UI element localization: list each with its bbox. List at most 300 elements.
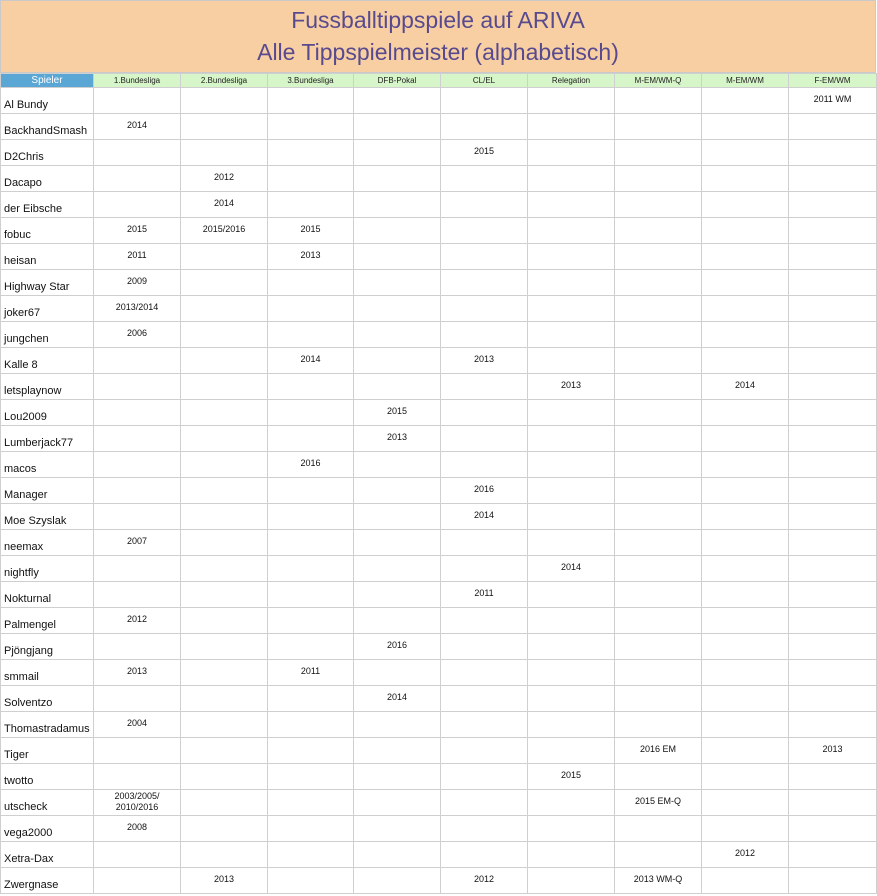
year-cell[interactable] xyxy=(528,270,615,296)
column-header[interactable]: 1.Bundesliga xyxy=(94,74,181,88)
year-cell[interactable] xyxy=(354,608,441,634)
player-name-cell[interactable]: vega2000 xyxy=(1,816,94,842)
year-cell[interactable] xyxy=(789,608,877,634)
year-cell[interactable] xyxy=(181,478,268,504)
year-cell[interactable]: 2014 xyxy=(354,686,441,712)
year-cell[interactable]: 2015 EM-Q xyxy=(615,790,702,816)
year-cell[interactable] xyxy=(268,686,354,712)
player-name-cell[interactable]: letsplaynow xyxy=(1,374,94,400)
year-cell[interactable] xyxy=(789,140,877,166)
player-name-cell[interactable]: neemax xyxy=(1,530,94,556)
year-cell[interactable] xyxy=(702,426,789,452)
year-cell[interactable] xyxy=(528,452,615,478)
year-cell[interactable] xyxy=(441,296,528,322)
year-cell[interactable] xyxy=(181,790,268,816)
year-cell[interactable] xyxy=(528,192,615,218)
year-cell[interactable] xyxy=(441,686,528,712)
year-cell[interactable] xyxy=(94,634,181,660)
player-name-cell[interactable]: Lumberjack77 xyxy=(1,426,94,452)
year-cell[interactable] xyxy=(789,686,877,712)
year-cell[interactable] xyxy=(702,686,789,712)
year-cell[interactable]: 2013 WM-Q xyxy=(615,868,702,894)
year-cell[interactable] xyxy=(702,218,789,244)
year-cell[interactable] xyxy=(268,88,354,114)
year-cell[interactable]: 2011 xyxy=(268,660,354,686)
year-cell[interactable] xyxy=(702,452,789,478)
year-cell[interactable]: 2013 xyxy=(181,868,268,894)
player-name-cell[interactable]: heisan xyxy=(1,244,94,270)
year-cell[interactable] xyxy=(354,348,441,374)
player-name-cell[interactable]: Al Bundy xyxy=(1,88,94,114)
column-header[interactable]: 3.Bundesliga xyxy=(268,74,354,88)
year-cell[interactable]: 2013 xyxy=(789,738,877,764)
year-cell[interactable] xyxy=(528,348,615,374)
year-cell[interactable] xyxy=(441,426,528,452)
year-cell[interactable] xyxy=(441,322,528,348)
year-cell[interactable] xyxy=(354,478,441,504)
year-cell[interactable]: 2016 EM xyxy=(615,738,702,764)
year-cell[interactable] xyxy=(615,634,702,660)
year-cell[interactable] xyxy=(441,270,528,296)
year-cell[interactable] xyxy=(181,634,268,660)
year-cell[interactable] xyxy=(94,764,181,790)
year-cell[interactable] xyxy=(528,842,615,868)
year-cell[interactable] xyxy=(354,660,441,686)
year-cell[interactable] xyxy=(615,764,702,790)
year-cell[interactable]: 2014 xyxy=(528,556,615,582)
year-cell[interactable] xyxy=(441,400,528,426)
year-cell[interactable]: 2015 xyxy=(528,764,615,790)
year-cell[interactable] xyxy=(181,738,268,764)
year-cell[interactable] xyxy=(615,426,702,452)
year-cell[interactable] xyxy=(528,88,615,114)
year-cell[interactable] xyxy=(789,348,877,374)
year-cell[interactable] xyxy=(268,764,354,790)
player-name-cell[interactable]: smmail xyxy=(1,660,94,686)
year-cell[interactable] xyxy=(615,218,702,244)
year-cell[interactable] xyxy=(181,660,268,686)
year-cell[interactable] xyxy=(181,816,268,842)
player-name-cell[interactable]: twotto xyxy=(1,764,94,790)
player-name-cell[interactable]: Solventzo xyxy=(1,686,94,712)
year-cell[interactable] xyxy=(181,296,268,322)
year-cell[interactable] xyxy=(702,504,789,530)
year-cell[interactable] xyxy=(789,192,877,218)
year-cell[interactable] xyxy=(94,400,181,426)
year-cell[interactable]: 2003/2005/ 2010/2016 xyxy=(94,790,181,816)
year-cell[interactable] xyxy=(441,452,528,478)
player-name-cell[interactable]: BackhandSmash xyxy=(1,114,94,140)
year-cell[interactable] xyxy=(268,530,354,556)
year-cell[interactable]: 2013/2014 xyxy=(94,296,181,322)
year-cell[interactable] xyxy=(94,582,181,608)
year-cell[interactable]: 2015/2016 xyxy=(181,218,268,244)
year-cell[interactable] xyxy=(354,790,441,816)
year-cell[interactable] xyxy=(702,790,789,816)
year-cell[interactable] xyxy=(789,114,877,140)
year-cell[interactable] xyxy=(789,816,877,842)
year-cell[interactable] xyxy=(615,374,702,400)
year-cell[interactable] xyxy=(615,140,702,166)
year-cell[interactable]: 2015 xyxy=(268,218,354,244)
year-cell[interactable] xyxy=(702,140,789,166)
column-header[interactable]: CL/EL xyxy=(441,74,528,88)
year-cell[interactable] xyxy=(702,88,789,114)
year-cell[interactable] xyxy=(528,166,615,192)
player-name-cell[interactable]: Palmengel xyxy=(1,608,94,634)
year-cell[interactable] xyxy=(789,218,877,244)
year-cell[interactable] xyxy=(528,296,615,322)
year-cell[interactable] xyxy=(354,712,441,738)
year-cell[interactable] xyxy=(268,140,354,166)
year-cell[interactable] xyxy=(181,348,268,374)
year-cell[interactable] xyxy=(94,374,181,400)
year-cell[interactable] xyxy=(181,322,268,348)
player-name-cell[interactable]: Nokturnal xyxy=(1,582,94,608)
year-cell[interactable] xyxy=(268,712,354,738)
year-cell[interactable] xyxy=(789,868,877,894)
year-cell[interactable] xyxy=(528,140,615,166)
year-cell[interactable] xyxy=(268,634,354,660)
year-cell[interactable] xyxy=(181,270,268,296)
year-cell[interactable] xyxy=(354,374,441,400)
column-header[interactable]: M-EM/WM-Q xyxy=(615,74,702,88)
year-cell[interactable] xyxy=(441,790,528,816)
year-cell[interactable]: 2014 xyxy=(702,374,789,400)
year-cell[interactable] xyxy=(268,296,354,322)
year-cell[interactable]: 2015 xyxy=(354,400,441,426)
year-cell[interactable] xyxy=(354,244,441,270)
player-name-cell[interactable]: macos xyxy=(1,452,94,478)
year-cell[interactable] xyxy=(181,88,268,114)
year-cell[interactable]: 2013 xyxy=(441,348,528,374)
year-cell[interactable] xyxy=(268,556,354,582)
year-cell[interactable] xyxy=(268,192,354,218)
year-cell[interactable] xyxy=(528,244,615,270)
year-cell[interactable]: 2004 xyxy=(94,712,181,738)
year-cell[interactable]: 2012 xyxy=(441,868,528,894)
year-cell[interactable] xyxy=(702,348,789,374)
year-cell[interactable] xyxy=(789,842,877,868)
year-cell[interactable] xyxy=(789,530,877,556)
player-name-cell[interactable]: D2Chris xyxy=(1,140,94,166)
year-cell[interactable] xyxy=(354,842,441,868)
year-cell[interactable] xyxy=(268,790,354,816)
year-cell[interactable] xyxy=(268,400,354,426)
player-name-cell[interactable]: Tiger xyxy=(1,738,94,764)
year-cell[interactable]: 2014 xyxy=(181,192,268,218)
year-cell[interactable] xyxy=(702,244,789,270)
year-cell[interactable] xyxy=(94,504,181,530)
year-cell[interactable] xyxy=(528,634,615,660)
year-cell[interactable] xyxy=(702,400,789,426)
year-cell[interactable] xyxy=(789,582,877,608)
year-cell[interactable] xyxy=(441,114,528,140)
year-cell[interactable] xyxy=(789,634,877,660)
year-cell[interactable] xyxy=(789,244,877,270)
year-cell[interactable] xyxy=(528,790,615,816)
year-cell[interactable] xyxy=(441,88,528,114)
year-cell[interactable] xyxy=(528,478,615,504)
year-cell[interactable] xyxy=(789,764,877,790)
year-cell[interactable] xyxy=(702,634,789,660)
year-cell[interactable] xyxy=(354,166,441,192)
year-cell[interactable] xyxy=(702,660,789,686)
year-cell[interactable] xyxy=(441,530,528,556)
year-cell[interactable] xyxy=(615,88,702,114)
column-header-spieler[interactable]: Spieler xyxy=(1,74,94,88)
year-cell[interactable] xyxy=(181,374,268,400)
year-cell[interactable] xyxy=(268,868,354,894)
year-cell[interactable] xyxy=(789,452,877,478)
year-cell[interactable] xyxy=(528,660,615,686)
year-cell[interactable] xyxy=(268,374,354,400)
year-cell[interactable] xyxy=(268,816,354,842)
year-cell[interactable] xyxy=(615,244,702,270)
year-cell[interactable] xyxy=(268,504,354,530)
year-cell[interactable] xyxy=(615,686,702,712)
year-cell[interactable] xyxy=(354,296,441,322)
year-cell[interactable] xyxy=(615,348,702,374)
year-cell[interactable] xyxy=(181,686,268,712)
player-name-cell[interactable]: fobuc xyxy=(1,218,94,244)
year-cell[interactable] xyxy=(268,842,354,868)
year-cell[interactable]: 2012 xyxy=(94,608,181,634)
year-cell[interactable] xyxy=(789,400,877,426)
year-cell[interactable] xyxy=(702,608,789,634)
year-cell[interactable]: 2013 xyxy=(268,244,354,270)
year-cell[interactable] xyxy=(354,140,441,166)
year-cell[interactable] xyxy=(615,270,702,296)
year-cell[interactable] xyxy=(441,244,528,270)
year-cell[interactable] xyxy=(441,738,528,764)
year-cell[interactable] xyxy=(441,374,528,400)
year-cell[interactable]: 2011 xyxy=(94,244,181,270)
year-cell[interactable] xyxy=(702,478,789,504)
year-cell[interactable] xyxy=(441,816,528,842)
column-header[interactable]: M-EM/WM xyxy=(702,74,789,88)
year-cell[interactable] xyxy=(528,504,615,530)
player-name-cell[interactable]: jungchen xyxy=(1,322,94,348)
year-cell[interactable] xyxy=(528,816,615,842)
year-cell[interactable] xyxy=(441,556,528,582)
year-cell[interactable] xyxy=(441,218,528,244)
year-cell[interactable] xyxy=(94,88,181,114)
year-cell[interactable] xyxy=(354,192,441,218)
year-cell[interactable] xyxy=(615,322,702,348)
year-cell[interactable] xyxy=(528,868,615,894)
year-cell[interactable] xyxy=(441,634,528,660)
year-cell[interactable] xyxy=(615,166,702,192)
year-cell[interactable] xyxy=(181,530,268,556)
year-cell[interactable] xyxy=(268,166,354,192)
year-cell[interactable] xyxy=(268,582,354,608)
year-cell[interactable] xyxy=(528,608,615,634)
player-name-cell[interactable]: joker67 xyxy=(1,296,94,322)
year-cell[interactable] xyxy=(528,582,615,608)
year-cell[interactable] xyxy=(441,192,528,218)
year-cell[interactable] xyxy=(702,816,789,842)
year-cell[interactable] xyxy=(528,738,615,764)
player-name-cell[interactable]: Pjöngjang xyxy=(1,634,94,660)
year-cell[interactable] xyxy=(702,582,789,608)
year-cell[interactable] xyxy=(615,582,702,608)
year-cell[interactable] xyxy=(615,608,702,634)
year-cell[interactable]: 2016 xyxy=(268,452,354,478)
year-cell[interactable] xyxy=(181,582,268,608)
year-cell[interactable] xyxy=(615,816,702,842)
year-cell[interactable] xyxy=(702,114,789,140)
year-cell[interactable] xyxy=(268,608,354,634)
player-name-cell[interactable]: Kalle 8 xyxy=(1,348,94,374)
year-cell[interactable] xyxy=(354,504,441,530)
year-cell[interactable] xyxy=(268,738,354,764)
year-cell[interactable] xyxy=(528,400,615,426)
year-cell[interactable] xyxy=(94,140,181,166)
year-cell[interactable] xyxy=(789,166,877,192)
year-cell[interactable] xyxy=(354,556,441,582)
year-cell[interactable] xyxy=(181,426,268,452)
player-name-cell[interactable]: Lou2009 xyxy=(1,400,94,426)
year-cell[interactable] xyxy=(94,166,181,192)
year-cell[interactable] xyxy=(181,556,268,582)
player-name-cell[interactable]: Zwergnase xyxy=(1,868,94,894)
year-cell[interactable] xyxy=(181,842,268,868)
year-cell[interactable]: 2012 xyxy=(702,842,789,868)
year-cell[interactable] xyxy=(94,868,181,894)
year-cell[interactable] xyxy=(181,244,268,270)
year-cell[interactable] xyxy=(441,842,528,868)
year-cell[interactable] xyxy=(789,790,877,816)
year-cell[interactable] xyxy=(528,426,615,452)
year-cell[interactable] xyxy=(94,686,181,712)
year-cell[interactable] xyxy=(615,478,702,504)
year-cell[interactable] xyxy=(789,556,877,582)
year-cell[interactable] xyxy=(268,478,354,504)
year-cell[interactable] xyxy=(181,608,268,634)
year-cell[interactable] xyxy=(354,764,441,790)
year-cell[interactable] xyxy=(528,686,615,712)
year-cell[interactable]: 2016 xyxy=(354,634,441,660)
year-cell[interactable] xyxy=(528,114,615,140)
year-cell[interactable] xyxy=(615,192,702,218)
column-header[interactable]: F-EM/WM xyxy=(789,74,877,88)
year-cell[interactable] xyxy=(702,868,789,894)
year-cell[interactable] xyxy=(354,738,441,764)
year-cell[interactable] xyxy=(94,738,181,764)
year-cell[interactable] xyxy=(789,712,877,738)
year-cell[interactable] xyxy=(528,712,615,738)
player-name-cell[interactable]: Thomastradamus xyxy=(1,712,94,738)
year-cell[interactable] xyxy=(268,426,354,452)
year-cell[interactable]: 2012 xyxy=(181,166,268,192)
year-cell[interactable] xyxy=(354,322,441,348)
year-cell[interactable] xyxy=(94,192,181,218)
year-cell[interactable] xyxy=(528,322,615,348)
year-cell[interactable] xyxy=(528,530,615,556)
year-cell[interactable] xyxy=(441,166,528,192)
year-cell[interactable]: 2006 xyxy=(94,322,181,348)
year-cell[interactable] xyxy=(702,322,789,348)
player-name-cell[interactable]: utscheck xyxy=(1,790,94,816)
year-cell[interactable] xyxy=(615,712,702,738)
year-cell[interactable] xyxy=(702,764,789,790)
year-cell[interactable] xyxy=(789,660,877,686)
year-cell[interactable] xyxy=(441,608,528,634)
year-cell[interactable]: 2007 xyxy=(94,530,181,556)
year-cell[interactable] xyxy=(354,816,441,842)
year-cell[interactable] xyxy=(789,296,877,322)
year-cell[interactable] xyxy=(702,296,789,322)
year-cell[interactable] xyxy=(181,712,268,738)
year-cell[interactable] xyxy=(181,114,268,140)
year-cell[interactable] xyxy=(268,322,354,348)
year-cell[interactable] xyxy=(702,270,789,296)
year-cell[interactable] xyxy=(181,504,268,530)
year-cell[interactable] xyxy=(354,218,441,244)
year-cell[interactable]: 2013 xyxy=(94,660,181,686)
year-cell[interactable] xyxy=(789,426,877,452)
year-cell[interactable] xyxy=(94,842,181,868)
year-cell[interactable] xyxy=(181,400,268,426)
year-cell[interactable]: 2009 xyxy=(94,270,181,296)
year-cell[interactable] xyxy=(268,270,354,296)
year-cell[interactable] xyxy=(615,504,702,530)
year-cell[interactable] xyxy=(615,114,702,140)
year-cell[interactable] xyxy=(268,114,354,140)
year-cell[interactable]: 2013 xyxy=(354,426,441,452)
year-cell[interactable]: 2014 xyxy=(441,504,528,530)
year-cell[interactable] xyxy=(181,140,268,166)
year-cell[interactable] xyxy=(615,296,702,322)
year-cell[interactable] xyxy=(181,764,268,790)
year-cell[interactable] xyxy=(615,660,702,686)
year-cell[interactable] xyxy=(789,504,877,530)
year-cell[interactable] xyxy=(789,374,877,400)
player-name-cell[interactable]: der Eibsche xyxy=(1,192,94,218)
year-cell[interactable] xyxy=(354,530,441,556)
year-cell[interactable] xyxy=(354,114,441,140)
year-cell[interactable] xyxy=(441,660,528,686)
year-cell[interactable]: 2014 xyxy=(268,348,354,374)
year-cell[interactable] xyxy=(354,88,441,114)
player-name-cell[interactable]: Highway Star xyxy=(1,270,94,296)
year-cell[interactable]: 2015 xyxy=(94,218,181,244)
year-cell[interactable] xyxy=(528,218,615,244)
column-header[interactable]: Relegation xyxy=(528,74,615,88)
player-name-cell[interactable]: Moe Szyslak xyxy=(1,504,94,530)
year-cell[interactable] xyxy=(615,452,702,478)
year-cell[interactable] xyxy=(702,530,789,556)
year-cell[interactable] xyxy=(354,582,441,608)
year-cell[interactable] xyxy=(789,270,877,296)
year-cell[interactable]: 2011 xyxy=(441,582,528,608)
year-cell[interactable] xyxy=(94,452,181,478)
player-name-cell[interactable]: Dacapo xyxy=(1,166,94,192)
column-header[interactable]: 2.Bundesliga xyxy=(181,74,268,88)
year-cell[interactable] xyxy=(702,712,789,738)
year-cell[interactable] xyxy=(615,530,702,556)
year-cell[interactable]: 2011 WM xyxy=(789,88,877,114)
year-cell[interactable] xyxy=(615,842,702,868)
year-cell[interactable] xyxy=(702,192,789,218)
year-cell[interactable] xyxy=(702,166,789,192)
year-cell[interactable] xyxy=(441,764,528,790)
year-cell[interactable] xyxy=(789,478,877,504)
year-cell[interactable] xyxy=(94,556,181,582)
year-cell[interactable] xyxy=(702,738,789,764)
year-cell[interactable] xyxy=(702,556,789,582)
